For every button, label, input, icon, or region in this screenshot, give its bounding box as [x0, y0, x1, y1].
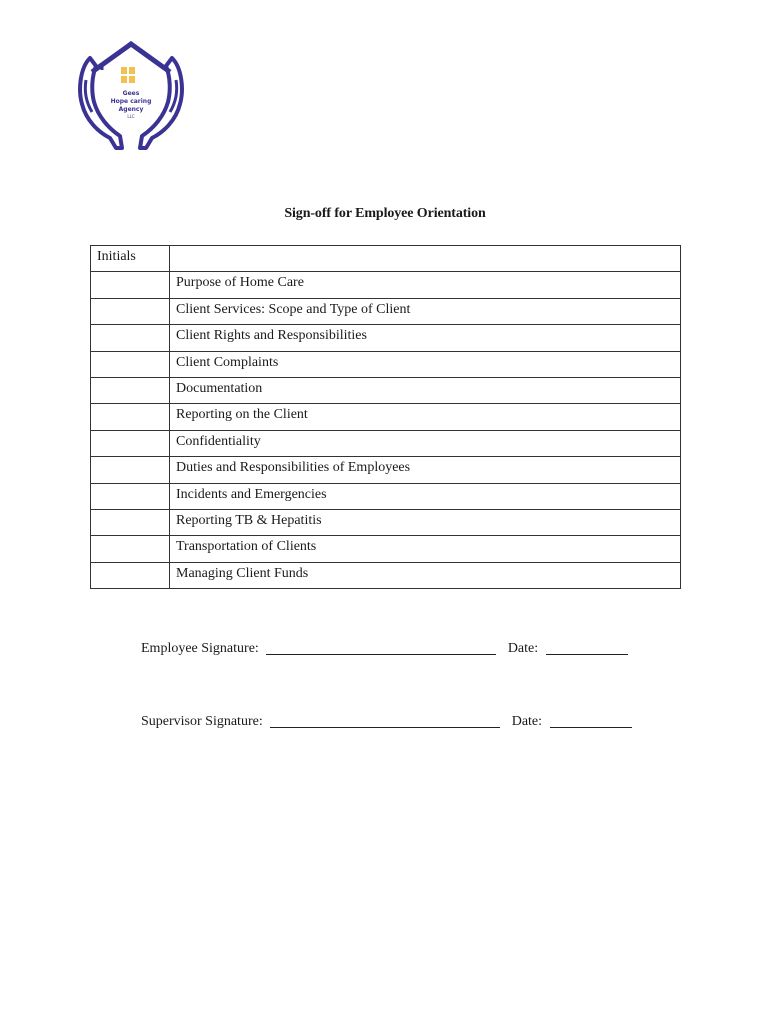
- table-row: [91, 457, 681, 483]
- topic-cell: Purpose of Home Care: [170, 272, 681, 298]
- orientation-checklist-table: [90, 245, 681, 589]
- topic-cell: Transportation of Clients: [170, 536, 681, 562]
- employee-date-field[interactable]: [546, 640, 628, 655]
- employee-signature-label: Employee Signature:: [141, 641, 259, 656]
- employee-date-label: Date:: [507, 641, 539, 656]
- table-row: [91, 298, 681, 324]
- svg-text:Agency: Agency: [118, 106, 144, 113]
- topic-cell: Reporting TB & Hepatitis: [170, 509, 681, 535]
- employee-signature-field[interactable]: [266, 640, 496, 655]
- svg-text:LLC: LLC: [127, 114, 135, 119]
- table-row: [91, 404, 681, 430]
- initials-cell[interactable]: [91, 483, 170, 509]
- initials-cell[interactable]: [91, 325, 170, 351]
- supervisor-signature-label: Supervisor Signature:: [141, 714, 263, 729]
- initials-cell[interactable]: [91, 509, 170, 535]
- initials-cell[interactable]: [91, 457, 170, 483]
- table-row: [91, 351, 681, 377]
- supervisor-date-field[interactable]: [550, 713, 632, 728]
- topic-cell: Client Complaints: [170, 351, 681, 377]
- table-row: [91, 483, 681, 509]
- table-row: [91, 377, 681, 403]
- topic-cell: Incidents and Emergencies: [170, 483, 681, 509]
- table-row: [91, 272, 681, 298]
- topic-cell: Documentation: [170, 377, 681, 403]
- svg-text:Gees: Gees: [122, 90, 140, 97]
- table-row: [91, 562, 681, 588]
- topic-cell: Client Services: Scope and Type of Client: [170, 298, 681, 324]
- house-hands-logo-icon: [76, 40, 186, 152]
- employee-signature-line: [141, 640, 628, 657]
- table-row: [91, 509, 681, 535]
- agency-logo: [76, 40, 186, 152]
- window-icon: [121, 67, 135, 83]
- topic-header: [170, 246, 681, 272]
- topic-cell: Client Rights and Responsibilities: [170, 325, 681, 351]
- topic-cell: Duties and Responsibilities of Employees: [170, 457, 681, 483]
- initials-cell[interactable]: [91, 351, 170, 377]
- initials-cell[interactable]: [91, 536, 170, 562]
- initials-cell[interactable]: [91, 377, 170, 403]
- initials-cell[interactable]: [91, 404, 170, 430]
- initials-cell[interactable]: [91, 562, 170, 588]
- page-title: Sign-off for Employee Orientation: [284, 206, 486, 221]
- topic-cell: Reporting on the Client: [170, 404, 681, 430]
- topic-cell: Confidentiality: [170, 430, 681, 456]
- table-row: [91, 430, 681, 456]
- supervisor-signature-field[interactable]: [270, 713, 500, 728]
- table-row: [91, 325, 681, 351]
- table-header-row: [91, 246, 681, 272]
- table-row: [91, 536, 681, 562]
- initials-cell[interactable]: [91, 272, 170, 298]
- supervisor-signature-line: [141, 713, 632, 730]
- initials-cell[interactable]: [91, 430, 170, 456]
- svg-text:Hope caring: Hope caring: [110, 98, 152, 105]
- initials-header: Initials: [91, 246, 170, 272]
- initials-cell[interactable]: [91, 298, 170, 324]
- topic-cell: Managing Client Funds: [170, 562, 681, 588]
- supervisor-date-label: Date:: [511, 714, 543, 729]
